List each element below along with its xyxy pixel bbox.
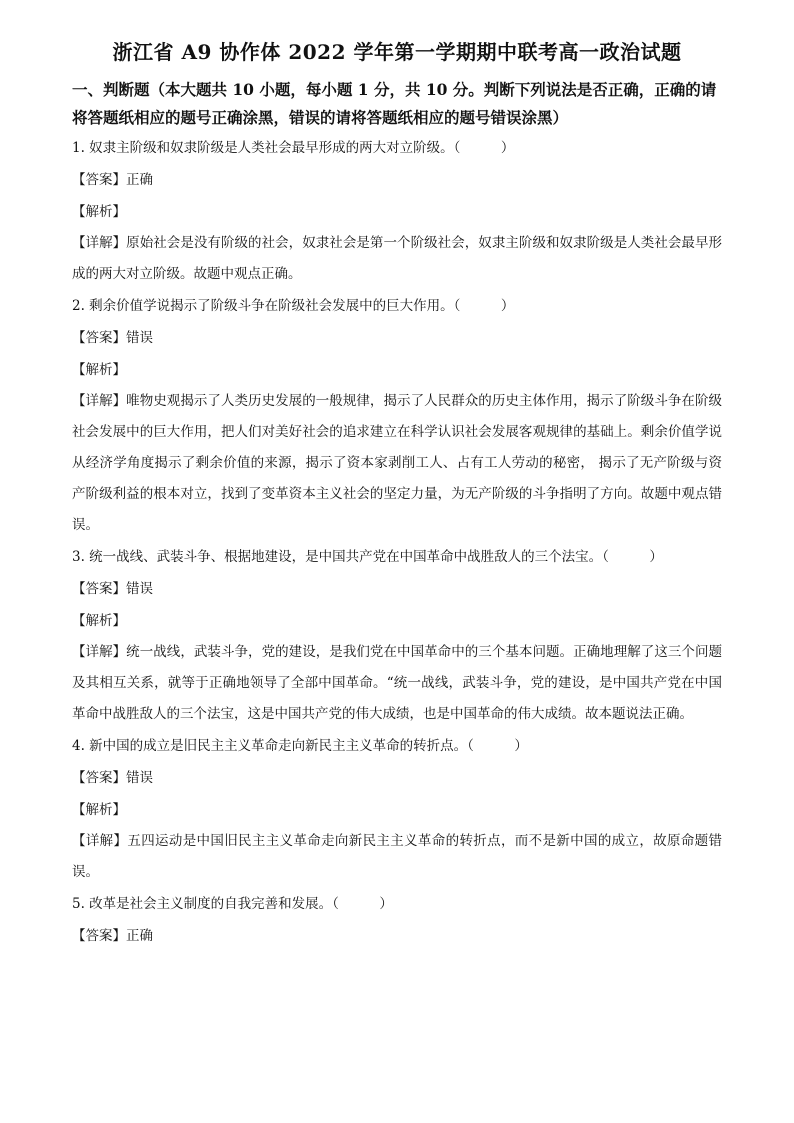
question-block-5 <box>72 894 722 946</box>
answer-line <box>72 926 722 946</box>
question-block-3 <box>72 547 722 730</box>
detail-paragraph <box>72 386 722 541</box>
answer-value: 正确 <box>126 928 153 944</box>
detail-text: 唯物史观揭示了人类历史发展的一般规律，揭示了人民群众的历史主体作用，揭示了阶级斗争在阶级社会发展中的巨大作用，把人们对美好社会的追求建立在科学认识社会发展客观规律的基础上。剩余价值学说从经济学角度揭示了剩余价值的来源，揭示了资本家剥削工人、占有工人劳动的秘密， 揭示了无产阶级与资产阶级利益的根本对立，找到了变革资本主义社会的坚定力量，为无产阶级的斗争指明了方向。故题中观点错误。 <box>72 393 723 533</box>
question-block-2 <box>72 296 722 541</box>
section-heading: 一、判断题（本大题共 10 小题，每小题 1 分，共 10 分。判断下列说法是否正确，正确的请将答题纸相应的题号正确涂黑，错误的请将答题纸相应的题号错误涂黑） <box>72 80 717 127</box>
detail-label: 【详解】 <box>72 235 127 251</box>
detail-paragraph <box>72 637 722 730</box>
detail-label: 【详解】 <box>72 393 127 409</box>
exam-page <box>72 38 722 958</box>
question-text: 5. 改革是社会主义制度的自我完善和发展。（ ） <box>72 896 393 912</box>
question-block-4 <box>72 736 722 888</box>
answer-value: 错误 <box>126 581 153 597</box>
analysis-line <box>72 202 722 222</box>
analysis-label: 【解析】 <box>72 802 126 818</box>
question-block-1 <box>72 138 722 290</box>
answer-line <box>72 579 722 599</box>
question-text: 4. 新中国的成立是旧民主主义革命走向新民主主义革命的转折点。（ ） <box>72 738 528 754</box>
answer-label: 【答案】 <box>72 581 126 597</box>
answer-label: 【答案】 <box>72 770 126 786</box>
detail-paragraph <box>72 228 722 290</box>
detail-paragraph <box>72 826 722 888</box>
analysis-line <box>72 360 722 380</box>
answer-line <box>72 768 722 788</box>
question-text: 3. 统一战线、武装斗争、根据地建设，是中国共产党在中国革命中战胜敌人的三个法宝。（ ） <box>72 549 663 565</box>
detail-text: 原始社会是没有阶级的社会，奴隶社会是第一个阶级社会，奴隶主阶级和奴隶阶级是人类社会最早形成的两大对立阶级。故题中观点正确。 <box>72 235 723 282</box>
analysis-line <box>72 611 722 631</box>
answer-value: 错误 <box>126 330 153 346</box>
answer-label: 【答案】 <box>72 330 126 346</box>
answer-label: 【答案】 <box>72 928 126 944</box>
question-text: 2. 剩余价值学说揭示了阶级斗争在阶级社会发展中的巨大作用。（ ） <box>72 298 515 314</box>
analysis-label: 【解析】 <box>72 613 126 629</box>
analysis-label: 【解析】 <box>72 204 126 220</box>
detail-text: 统一战线，武装斗争，党的建设，是我们党在中国革命中的三个基本问题。正确地理解了这三个问题及其相互关系，就等于正确地领导了全部中国革命。“统一战线，武装斗争，党的建设，是中国共产党在中国革命中战胜敌人的三个法宝，这是中国共产党的伟大成绩，也是中国革命的伟大成绩。故本题说法正确。 <box>72 644 723 722</box>
detail-label: 【详解】 <box>72 833 128 849</box>
answer-value: 正确 <box>126 172 153 188</box>
page-title: 浙江省 A9 协作体 2022 学年第一学期期中联考高一政治试题 <box>112 40 682 64</box>
question-text: 1. 奴隶主阶级和奴隶阶级是人类社会最早形成的两大对立阶级。（ ） <box>72 140 515 156</box>
answer-value: 错误 <box>126 770 153 786</box>
detail-label: 【详解】 <box>72 644 127 660</box>
analysis-label: 【解析】 <box>72 362 126 378</box>
detail-text: 五四运动是中国旧民主主义革命走向新民主主义革命的转折点，而不是新中国的成立，故原命题错误。 <box>72 833 723 880</box>
analysis-line <box>72 800 722 820</box>
answer-line <box>72 170 722 190</box>
answer-line <box>72 328 722 348</box>
answer-label: 【答案】 <box>72 172 126 188</box>
